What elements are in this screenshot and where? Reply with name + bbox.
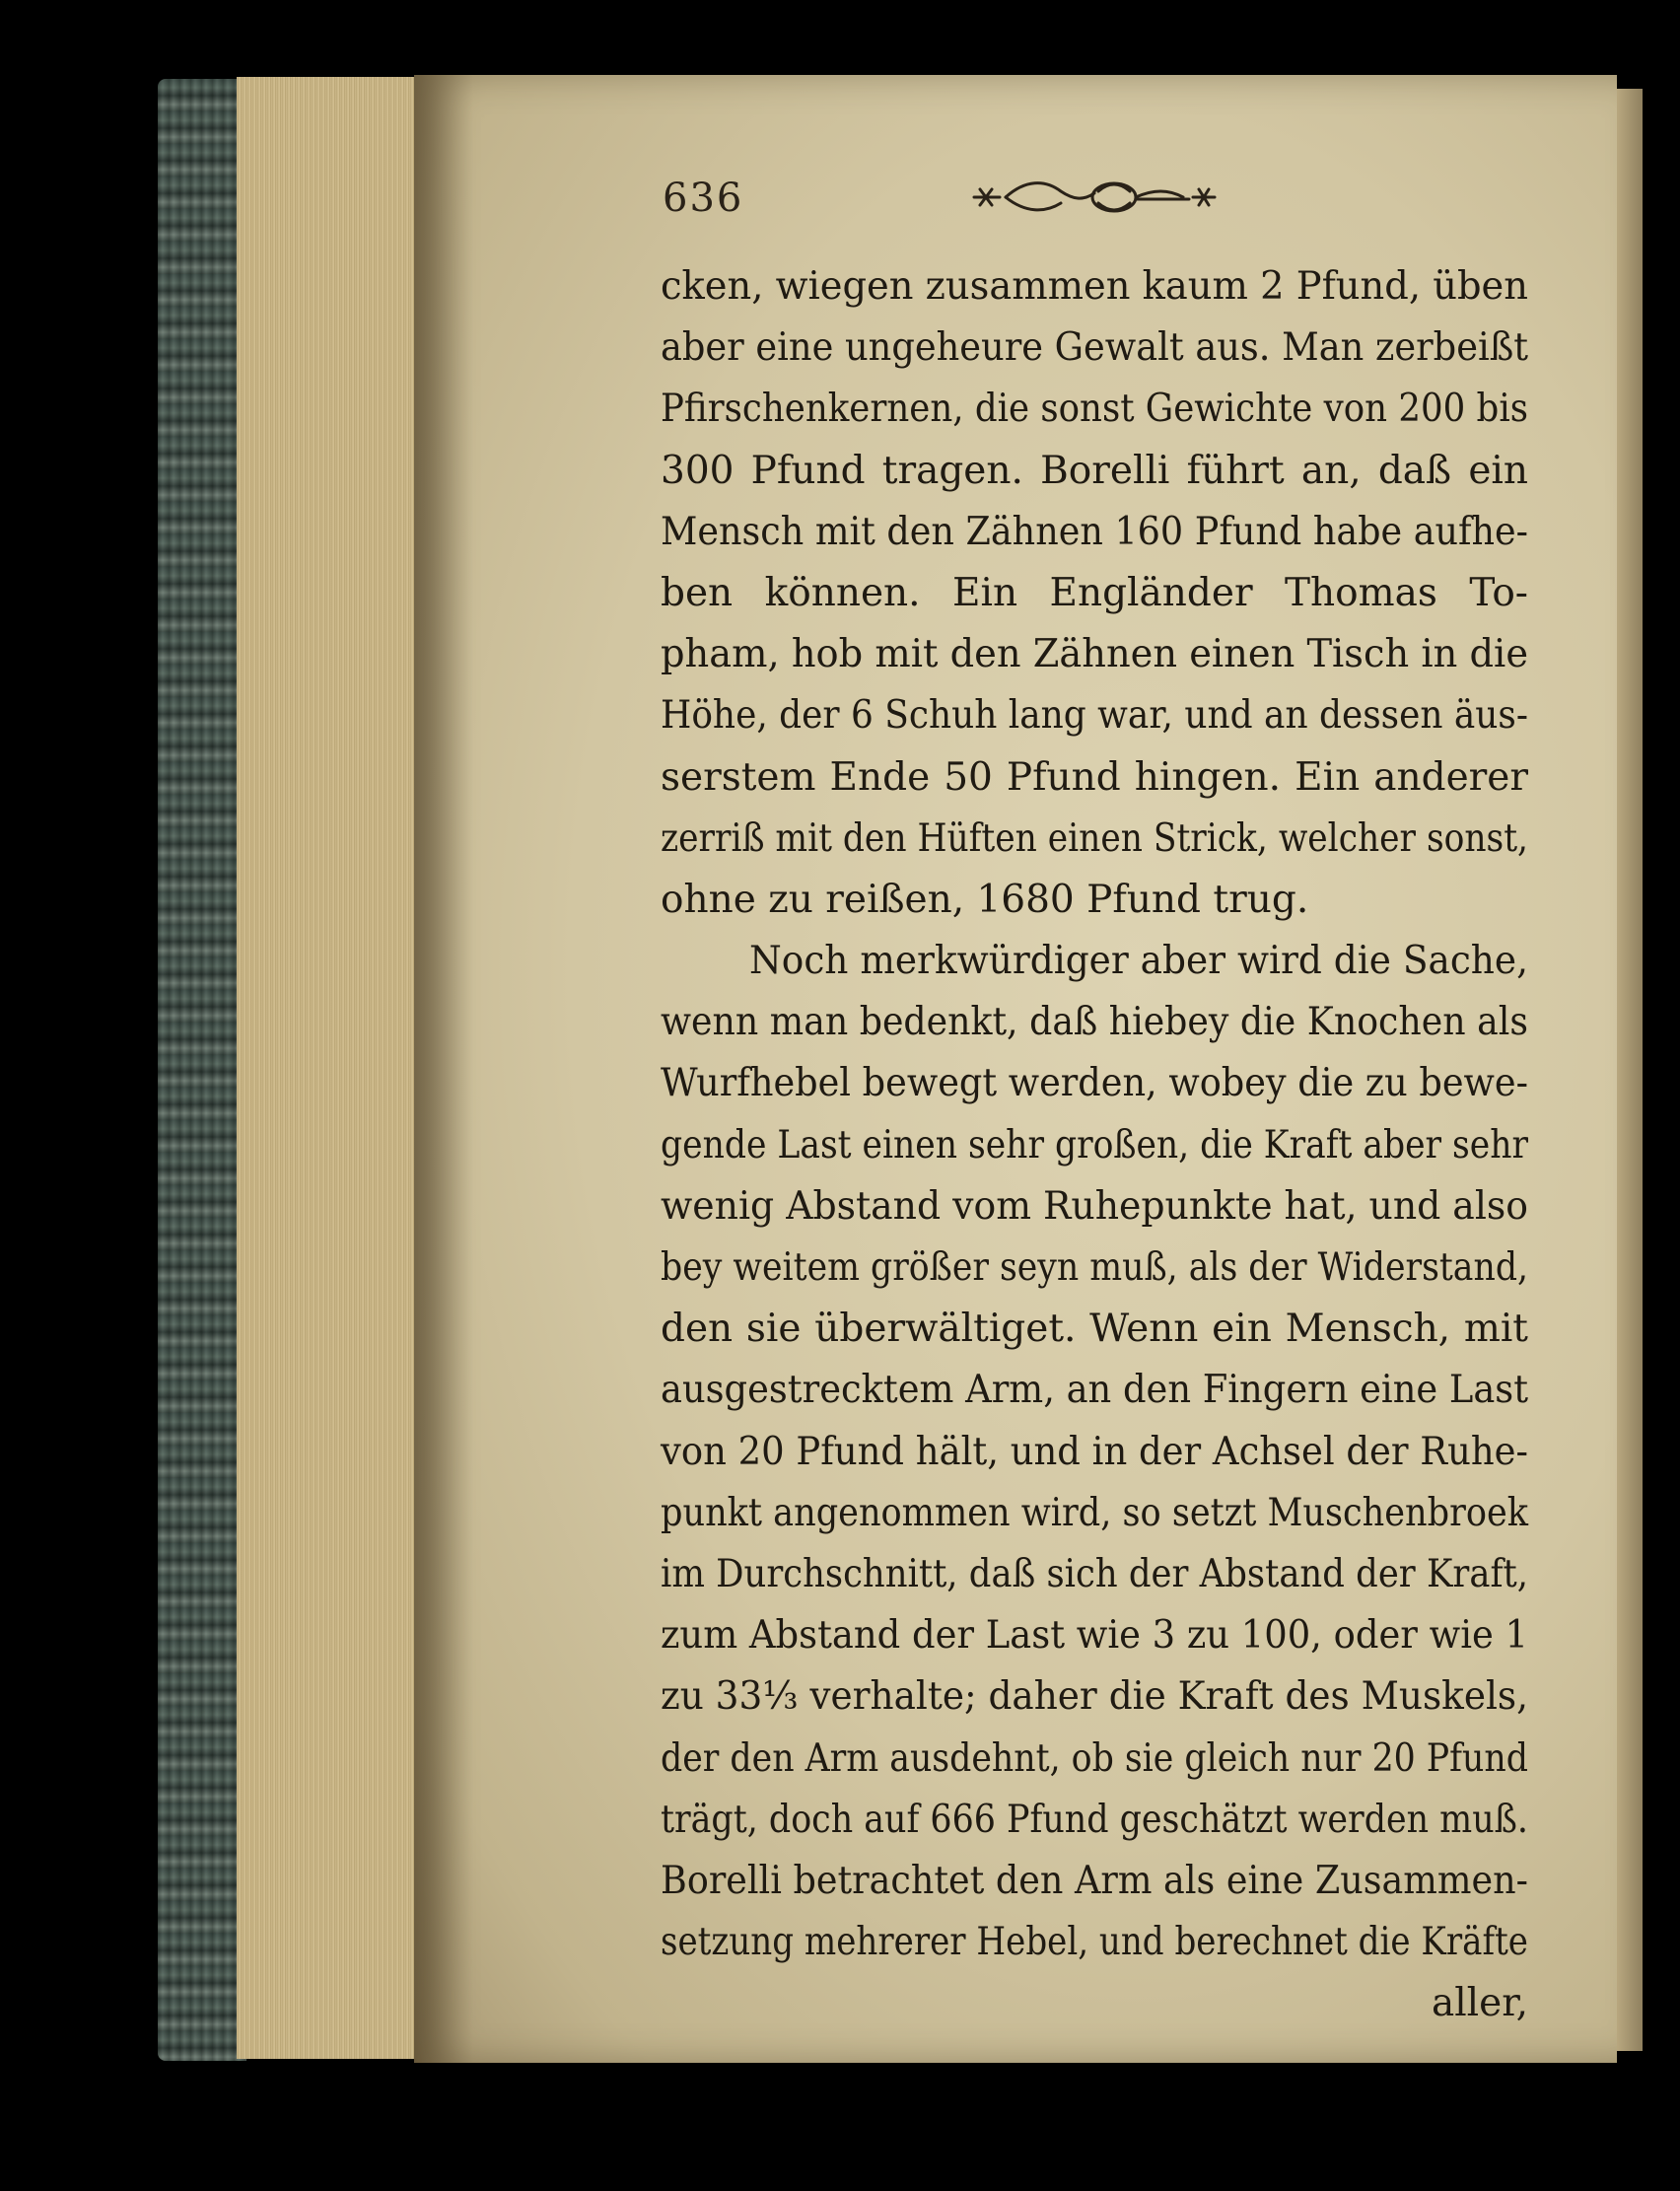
text-line [661, 318, 1528, 379]
text-line-content: pham, hob mit den Zähnen einen Tisch in die [661, 632, 1529, 677]
text-line-content: trägt, doch auf 666 Pfund geschätzt werden muß. [661, 1797, 1528, 1842]
text-line [661, 1729, 1528, 1790]
text-line-content: punkt angenommen wird, so setzt Muschenbroek [661, 1490, 1529, 1535]
text-line [661, 685, 1528, 746]
text-line-content: cken, wiegen zusammen kaum 2 Pfund, üben [661, 264, 1528, 309]
text-line [661, 256, 1528, 318]
book-cover-marbled [158, 79, 246, 2061]
page-edges [237, 77, 424, 2059]
text-line [661, 809, 1528, 870]
text-line-content: aber eine ungeheure Gewalt aus. Man zerbeißt [661, 325, 1529, 371]
text-line [661, 1666, 1528, 1728]
catchword-text: aller, [1431, 1981, 1528, 2026]
text-line-content: den sie überwältiget. Wenn ein Mensch, mit [661, 1307, 1528, 1352]
printer-ornament-icon [966, 170, 1223, 225]
text-line-content: Pfirschenkernen, die sonst Gewichte von 200 bis [661, 387, 1528, 432]
facing-page-edge [1617, 89, 1643, 2051]
text-line [661, 379, 1528, 440]
text-line [661, 1912, 1528, 1973]
text-line [661, 1605, 1528, 1666]
text-line [661, 1360, 1528, 1421]
text-line-content: gende Last einen sehr großen, die Kraft aber sehr [661, 1122, 1529, 1167]
text-line [661, 1237, 1528, 1299]
text-line [661, 1544, 1528, 1605]
text-line-content: wenig Abstand vom Ruhepunkte hat, und also [661, 1183, 1528, 1229]
text-line-content: Noch merkwürdiger aber wird die Sache, [749, 939, 1529, 984]
text-line-content: bey weitem größer seyn muß, als der Widerstand, [661, 1245, 1529, 1290]
text-line [661, 1483, 1528, 1544]
text-line [661, 502, 1528, 563]
text-line [661, 563, 1528, 624]
text-line [661, 870, 1528, 931]
body-text [661, 256, 1528, 2034]
text-line-content: ohne zu reißen, 1680 Pfund trug. [661, 877, 1309, 922]
text-line-content: ben können. Ein Engländer Thomas To- [661, 570, 1528, 615]
text-line [661, 441, 1528, 502]
catchword [661, 1973, 1528, 2034]
text-line-content: zerriß mit den Hüften einen Strick, welcher sonst, [661, 815, 1529, 861]
text-line [661, 1851, 1528, 1912]
text-line [661, 931, 1528, 992]
text-line-content: der den Arm ausdehnt, ob sie gleich nur 20 Pfund [661, 1735, 1528, 1781]
text-line-content: im Durchschnitt, daß sich der Abstand der Kraft, [661, 1551, 1529, 1596]
page-number: 636 [663, 176, 744, 221]
text-line [661, 1790, 1528, 1851]
text-line [661, 624, 1528, 685]
text-line-content: 300 Pfund tragen. Borelli führt an, daß ein [661, 448, 1529, 493]
text-line [661, 747, 1528, 809]
text-line-content: Wurfhebel bewegt werden, wobey die zu bewe- [661, 1061, 1528, 1106]
text-line-content: setzung mehrerer Hebel, und berechnet die Kräfte [661, 1920, 1528, 1965]
text-line [661, 992, 1528, 1053]
text-line-content: serstem Ende 50 Pfund hingen. Ein anderer [661, 754, 1529, 800]
text-line-content: zu 33⅓ verhalte; daher die Kraft des Muskels, [661, 1674, 1528, 1720]
text-line [661, 1115, 1528, 1176]
text-line-content: wenn man bedenkt, daß hiebey die Knochen als [661, 1000, 1528, 1045]
text-line-content: Höhe, der 6 Schuh lang war, und an dessen äus- [661, 693, 1528, 739]
text-line [661, 1422, 1528, 1483]
text-line [661, 1299, 1528, 1360]
text-line-content: zum Abstand der Last wie 3 zu 100, oder wie 1 [661, 1613, 1529, 1659]
text-line-content: ausgestrecktem Arm, an den Fingern eine Last [661, 1368, 1528, 1413]
gutter-shadow [414, 75, 473, 2063]
text-line [661, 1053, 1528, 1114]
text-line-content: Borelli betrachtet den Arm als eine Zusammen- [661, 1858, 1528, 1903]
text-line [661, 1176, 1528, 1237]
text-line-content: Mensch mit den Zähnen 160 Pfund habe aufhe- [661, 509, 1529, 554]
text-line-content: von 20 Pfund hält, und in der Achsel der Ruhe- [661, 1429, 1528, 1474]
